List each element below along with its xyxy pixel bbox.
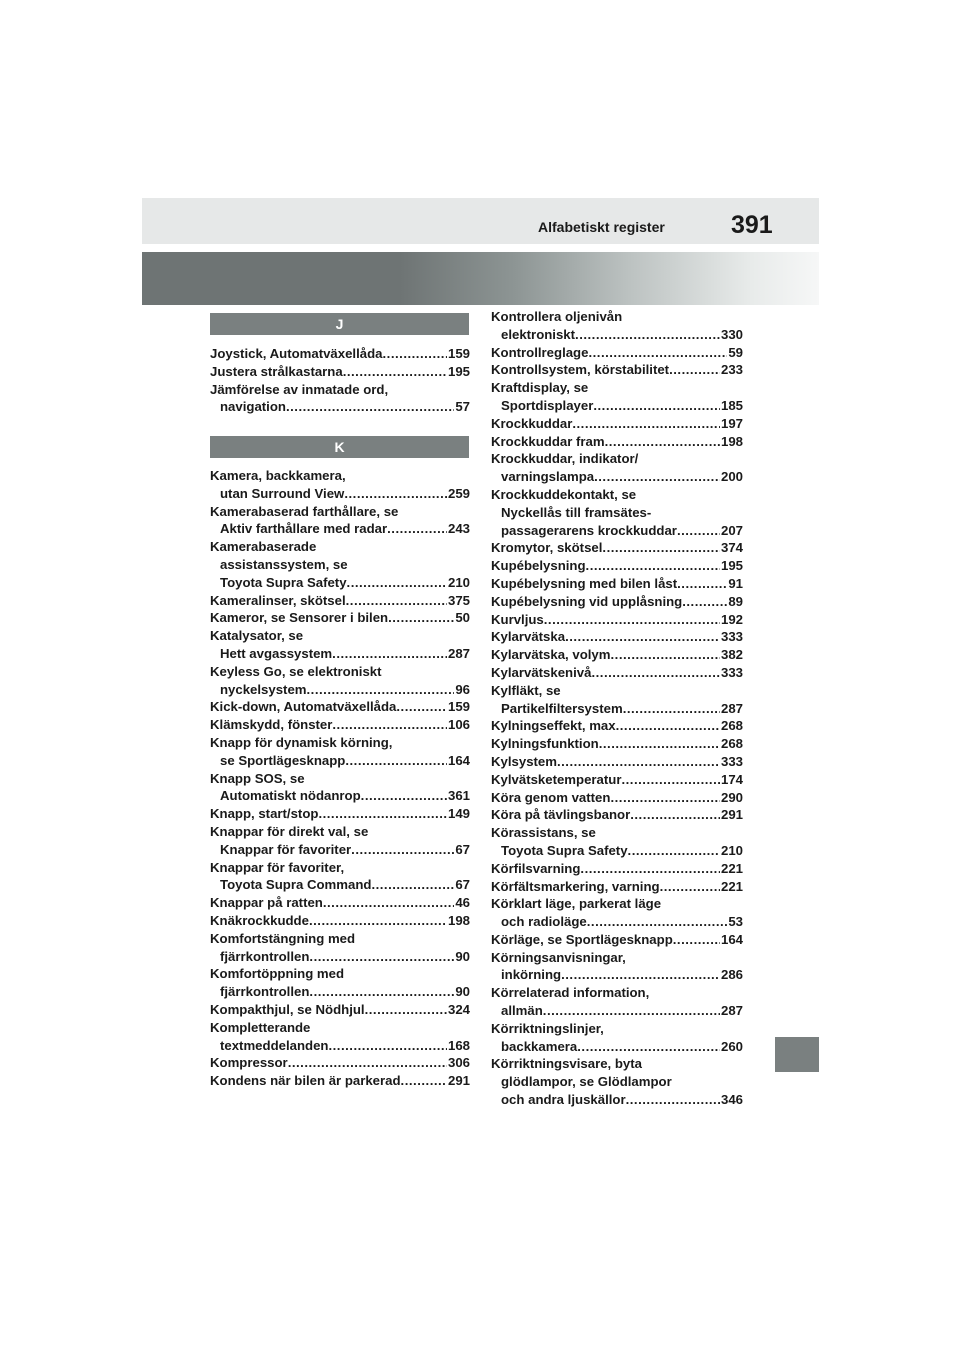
index-entry-term: Kompakthjul, se Nödhjul	[210, 1001, 365, 1017]
dot-leader	[602, 539, 720, 557]
index-entry-term: Krockkuddar fram	[491, 433, 605, 449]
index-entry-heading: Körningsanvisningar,	[491, 949, 626, 965]
dot-leader	[587, 913, 728, 931]
index-entry-term: Justera strålkastarna	[210, 363, 343, 379]
index-entry	[210, 823, 470, 859]
index-entry	[210, 538, 470, 591]
index-entry-heading: Körriktningsvisare, byta	[491, 1056, 642, 1072]
dot-leader	[396, 698, 447, 716]
index-entry	[491, 1055, 743, 1108]
index-entry-page: 59	[728, 344, 743, 360]
index-entry-heading: assistanssystem, se	[220, 556, 348, 572]
index-entry-term: Kompressor	[210, 1055, 288, 1071]
index-entry-heading: Knapp SOS, se	[210, 770, 305, 786]
dot-leader	[623, 700, 720, 718]
index-entry-page: 159	[447, 699, 470, 715]
dot-leader	[383, 345, 447, 363]
dot-leader	[323, 894, 454, 912]
dot-leader	[575, 326, 720, 344]
index-entry-heading: Kylfläkt, se	[491, 682, 561, 698]
index-entry-term: Knappar för favoriter	[220, 841, 352, 857]
index-entry-heading: Knappar för favoriter,	[210, 859, 345, 875]
index-entry-term: Partikelfiltersystem	[501, 700, 623, 716]
letter-heading-k: K	[210, 436, 469, 458]
decorative-gradient-band	[142, 252, 819, 305]
index-entry	[491, 575, 743, 593]
dot-leader	[351, 841, 454, 859]
index-column-k	[210, 467, 470, 1090]
index-entry-page: 361	[447, 788, 470, 804]
index-entry-heading: Kompletterande	[210, 1019, 311, 1035]
index-entry-page: 50	[455, 610, 470, 626]
index-entry-term: Kupébelysning med bilen låst	[491, 575, 678, 591]
index-entry	[210, 805, 470, 823]
index-entry-term: nyckelsystem	[220, 681, 307, 697]
dot-leader	[682, 593, 727, 611]
index-entry-term: Krockkuddar	[491, 415, 573, 431]
dot-leader	[660, 878, 720, 896]
letter-heading-j: J	[210, 313, 469, 335]
index-entry-term: fjärrkontrollen	[220, 948, 310, 964]
index-entry-term: Kupébelysning	[491, 558, 586, 574]
index-entry	[491, 379, 743, 415]
index-entry-page: 382	[720, 647, 743, 663]
index-entry-term: Kylarvätska	[491, 629, 566, 645]
index-entry	[491, 415, 743, 433]
index-entry	[491, 646, 743, 664]
dot-leader	[365, 1001, 447, 1019]
index-entry	[210, 716, 470, 734]
dot-leader	[543, 1002, 720, 1020]
dot-leader	[347, 574, 447, 592]
index-entry-page: 195	[447, 363, 470, 379]
index-entry-term: Sportdisplayer	[501, 397, 594, 413]
dot-leader	[565, 628, 720, 646]
index-entry-term: utan Surround View	[220, 485, 345, 501]
index-entry-term: Hett avgassystem	[220, 645, 333, 661]
index-entry	[210, 1001, 470, 1019]
index-entry-term: Kromytor, skötsel	[491, 540, 603, 556]
index-entry-term: Körfilsvarning	[491, 860, 581, 876]
index-entry-page: 290	[720, 789, 743, 805]
dot-leader	[593, 397, 720, 415]
index-entry-term: Kameralinser, skötsel	[210, 592, 346, 608]
index-entry-page: 91	[728, 575, 743, 591]
index-entry-page: 164	[720, 931, 743, 947]
index-entry-heading: Komfortstängning med	[210, 930, 356, 946]
dot-leader	[401, 1072, 447, 1090]
index-entry-term: Körfältsmarkering, varning	[491, 878, 660, 894]
dot-leader	[611, 646, 720, 664]
dot-leader	[371, 876, 454, 894]
dot-leader	[586, 557, 720, 575]
index-entry	[210, 912, 470, 930]
dot-leader	[599, 735, 720, 753]
index-entry-heading: Körrelaterad information,	[491, 985, 650, 1001]
index-entry-heading: Katalysator, se	[210, 628, 304, 644]
index-entry-term: Kameror, se Sensorer i bilen	[210, 610, 389, 626]
index-entry	[210, 1072, 470, 1090]
index-entry-page: 333	[720, 753, 743, 769]
index-entry-page: 287	[720, 700, 743, 716]
index-entry-term: Kylningsfunktion	[491, 736, 599, 752]
index-entry-page: 53	[728, 914, 743, 930]
index-entry-page: 291	[720, 807, 743, 823]
index-entry	[210, 381, 470, 417]
index-entry-page: 287	[447, 645, 470, 661]
index-entry-page: 90	[455, 984, 470, 1000]
index-entry	[491, 611, 743, 629]
index-entry-term: Körläge, se Sportlägesknapp	[491, 931, 673, 947]
index-entry	[491, 682, 743, 718]
index-entry-page: 286	[720, 967, 743, 983]
dot-leader	[343, 363, 447, 381]
index-entry-term: se Sportlägesknapp	[220, 752, 346, 768]
index-entry-term: Köra på tävlingsbanor	[491, 807, 631, 823]
dot-leader	[577, 1038, 720, 1056]
index-entry	[210, 467, 470, 503]
dot-leader	[594, 468, 720, 486]
index-entry-heading: Kamerabaserad farthållare, se	[210, 503, 399, 519]
index-entry	[491, 717, 743, 735]
index-entry	[210, 698, 470, 716]
index-entry-term: backkamera	[501, 1038, 578, 1054]
index-entry-page: 96	[455, 681, 470, 697]
dot-leader	[332, 716, 447, 734]
index-entry-page: 164	[447, 752, 470, 768]
dot-leader	[388, 609, 454, 627]
index-entry	[491, 593, 743, 611]
index-entry-term: Kurvljus	[491, 611, 544, 627]
index-entry	[210, 770, 470, 806]
index-entry-page: 287	[720, 1003, 743, 1019]
dot-leader	[580, 860, 720, 878]
index-entry-term: Kylarvätska, volym	[491, 647, 611, 663]
dot-leader	[557, 753, 720, 771]
index-entry-term: Knappar på ratten	[210, 895, 323, 911]
dot-leader	[286, 398, 454, 416]
dot-leader	[605, 433, 720, 451]
index-entry-page: 192	[720, 611, 743, 627]
thumb-index-tab	[775, 1037, 819, 1072]
index-entry-page: 185	[720, 397, 743, 413]
dot-leader	[673, 931, 720, 949]
index-entry-page: 260	[720, 1038, 743, 1054]
index-entry	[491, 735, 743, 753]
index-entry-page: 374	[720, 540, 743, 556]
index-entry-page: 333	[720, 629, 743, 645]
index-entry-page: 90	[455, 948, 470, 964]
index-entry	[491, 450, 743, 486]
dot-leader	[621, 771, 720, 789]
index-entry	[210, 894, 470, 912]
dot-leader	[561, 966, 720, 984]
index-entry-page: 200	[720, 469, 743, 485]
index-entry-heading: Komfortöppning med	[210, 966, 345, 982]
index-entry-term: Klämskydd, fönster	[210, 717, 333, 733]
index-entry-page: 57	[455, 399, 470, 415]
index-entry-term: Kylsystem	[491, 753, 557, 769]
index-entry	[210, 663, 470, 699]
index-entry	[210, 345, 470, 363]
dot-leader	[572, 415, 720, 433]
dot-leader	[332, 645, 447, 663]
index-entry	[491, 308, 743, 344]
index-entry-page: 197	[720, 415, 743, 431]
index-entry	[491, 1020, 743, 1056]
index-entry-page: 46	[455, 895, 470, 911]
index-entry-term: Automatiskt nödanrop	[220, 788, 361, 804]
index-entry-page: 67	[455, 877, 470, 893]
dot-leader	[387, 520, 447, 538]
index-entry-term: textmeddelanden	[220, 1037, 329, 1053]
index-entry-heading: Kraftdisplay, se	[491, 380, 589, 396]
index-entry-heading: Kontrollera oljenivån	[491, 309, 623, 324]
index-entry	[210, 627, 470, 663]
index-entry-term: navigation	[220, 399, 286, 415]
index-entry-term: fjärrkontrollen	[220, 984, 310, 1000]
index-entry-page: 330	[720, 326, 743, 342]
dot-leader	[669, 361, 720, 379]
index-entry-term: Kontrollsystem, körstabilitet	[491, 362, 670, 378]
index-entry-page: 198	[447, 912, 470, 928]
index-entry	[491, 344, 743, 362]
dot-leader	[628, 842, 720, 860]
index-entry-heading: Kamerabaserade	[210, 539, 317, 555]
index-entry-page: 159	[447, 346, 470, 361]
dot-leader	[677, 522, 720, 540]
index-entry	[491, 949, 743, 985]
index-entry-term: Kondens när bilen är parkerad	[210, 1073, 401, 1089]
index-entry-term: och andra ljuskällor	[501, 1092, 626, 1108]
index-entry-page: 221	[720, 860, 743, 876]
index-entry-page: 149	[447, 806, 470, 822]
index-entry-term: Kick-down, Automatväxellåda	[210, 699, 397, 715]
index-entry-heading: Körriktningslinjer,	[491, 1020, 604, 1036]
index-entry-heading: Nyckellås till framsätes-	[501, 504, 652, 520]
index-entry	[210, 734, 470, 770]
index-entry	[491, 486, 743, 539]
index-entry-heading: Keyless Go, se elektroniskt	[210, 663, 382, 679]
index-entry-term: passagerarens krockkuddar	[501, 522, 677, 538]
index-column-k-continued	[491, 308, 743, 1109]
index-entry-page: 268	[720, 736, 743, 752]
index-column-j	[210, 345, 470, 416]
index-entry-heading: Knapp för dynamisk körning,	[210, 734, 393, 750]
index-entry-page: 174	[720, 771, 743, 787]
index-entry-page: 195	[720, 558, 743, 574]
index-entry	[491, 557, 743, 575]
section-title: Alfabetiskt register	[538, 219, 665, 235]
index-entry-heading: Körassistans, se	[491, 825, 596, 841]
index-entry-term: Kylarvätskenivå	[491, 664, 592, 680]
index-entry	[491, 539, 743, 557]
index-entry-term: Toyota Supra Command	[220, 877, 372, 893]
dot-leader	[318, 805, 447, 823]
index-entry	[491, 806, 743, 824]
dot-leader	[588, 344, 727, 362]
index-entry	[210, 965, 470, 1001]
dot-leader	[630, 806, 720, 824]
index-entry	[210, 609, 470, 627]
index-entry-page: 168	[447, 1037, 470, 1053]
index-entry-term: och radioläge	[501, 914, 587, 930]
index-entry-page: 207	[720, 522, 743, 538]
index-entry	[491, 878, 743, 896]
index-entry	[210, 1019, 470, 1055]
index-entry-page: 233	[720, 362, 743, 378]
index-entry-heading: Körklart läge, parkerat läge	[491, 896, 662, 912]
index-entry-term: Toyota Supra Safety	[220, 574, 347, 590]
index-entry-page: 291	[447, 1073, 470, 1089]
index-entry	[491, 433, 743, 451]
index-entry	[491, 361, 743, 379]
index-entry	[491, 931, 743, 949]
dot-leader	[345, 752, 447, 770]
index-entry	[491, 984, 743, 1020]
index-entry-page: 221	[720, 878, 743, 894]
index-entry	[491, 895, 743, 931]
index-entry-term: Kylningseffekt, max	[491, 718, 616, 734]
index-entry	[210, 363, 470, 381]
index-entry-page: 198	[720, 433, 743, 449]
index-entry-term: varningslampa	[501, 469, 595, 485]
index-entry	[491, 789, 743, 807]
index-entry-heading: Krockkuddar, indikator/	[491, 451, 639, 467]
dot-leader	[309, 912, 447, 930]
index-entry-page: 268	[720, 718, 743, 734]
index-entry-page: 333	[720, 664, 743, 680]
index-entry	[491, 860, 743, 878]
dot-leader	[328, 1037, 447, 1055]
index-entry-term: Kontrollreglage	[491, 344, 589, 360]
index-entry	[491, 771, 743, 789]
index-entry-page: 259	[447, 485, 470, 501]
index-entry-term: Köra genom vatten	[491, 789, 611, 805]
index-entry-page: 346	[720, 1092, 743, 1108]
index-entry-heading: Knappar för direkt val, se	[210, 823, 369, 839]
dot-leader	[616, 717, 720, 735]
dot-leader	[591, 664, 720, 682]
index-entry	[491, 824, 743, 860]
dot-leader	[307, 681, 455, 699]
index-entry	[491, 664, 743, 682]
dot-leader	[346, 592, 447, 610]
dot-leader	[309, 983, 454, 1001]
index-entry-page: 324	[447, 1001, 470, 1017]
index-entry-heading: Kamera, backkamera,	[210, 468, 346, 483]
index-entry	[210, 859, 470, 895]
index-entry-heading: Jämförelse av inmatade ord,	[210, 381, 389, 397]
index-entry	[210, 503, 470, 539]
header-bar	[142, 198, 819, 244]
index-entry-term: Knäkrockkudde	[210, 912, 309, 928]
index-entry-term: elektroniskt	[501, 326, 576, 342]
index-entry-term: inkörning	[501, 967, 562, 983]
index-entry-term: Kupébelysning vid upplåsning	[491, 593, 683, 609]
index-entry	[210, 592, 470, 610]
index-entry-term: Kylvätsketemperatur	[491, 771, 622, 787]
index-entry-heading: glödlampor, se Glödlampor	[501, 1074, 672, 1090]
index-entry-term: allmän	[501, 1003, 543, 1019]
index-entry-page: 89	[728, 593, 743, 609]
index-entry-page: 210	[720, 842, 743, 858]
dot-leader	[544, 611, 720, 629]
dot-leader	[361, 787, 447, 805]
index-entry	[491, 753, 743, 771]
index-entry-heading: Krockkuddekontakt, se	[491, 486, 637, 502]
dot-leader	[677, 575, 727, 593]
index-entry-page: 67	[455, 841, 470, 857]
index-entry	[491, 628, 743, 646]
index-entry-page: 375	[447, 592, 470, 608]
index-entry-term: Aktiv farthållare med radar	[220, 521, 388, 537]
dot-leader	[626, 1091, 720, 1109]
page-number: 391	[731, 211, 773, 239]
index-entry-page: 210	[447, 574, 470, 590]
dot-leader	[309, 948, 454, 966]
dot-leader	[288, 1054, 447, 1072]
dot-leader	[344, 485, 447, 503]
index-entry	[210, 930, 470, 966]
index-entry-term: Toyota Supra Safety	[501, 842, 628, 858]
index-entry-page: 243	[447, 521, 470, 537]
index-entry-page: 106	[447, 717, 470, 733]
index-entry	[210, 1054, 470, 1072]
dot-leader	[610, 789, 720, 807]
index-entry-term: Knapp, start/stop	[210, 806, 319, 822]
index-entry-term: Joystick, Automatväxellåda	[210, 346, 383, 361]
index-entry-page: 306	[447, 1055, 470, 1071]
